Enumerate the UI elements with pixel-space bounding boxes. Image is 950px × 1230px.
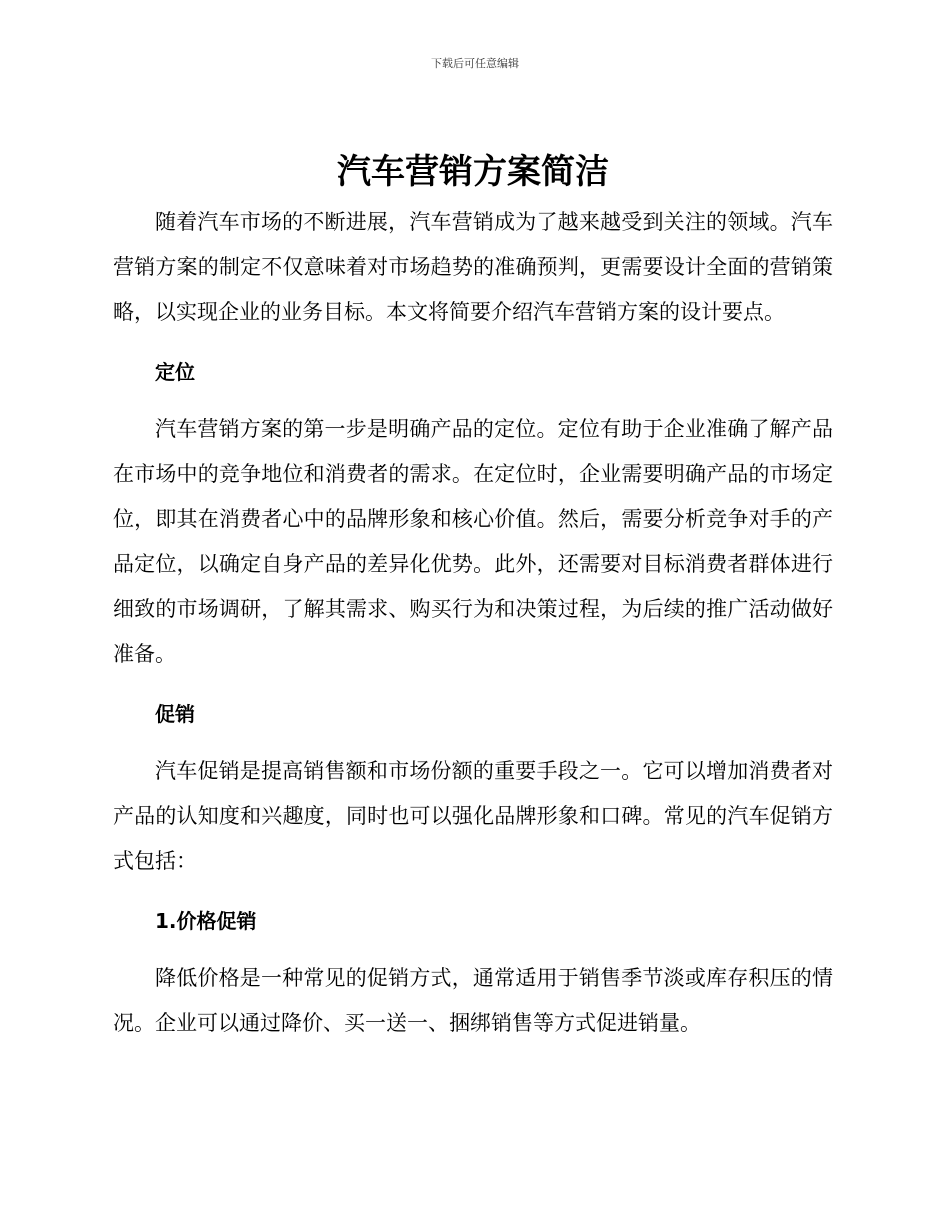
header-note: 下载后可任意编辑	[431, 57, 519, 70]
section-body-price-promotion: 降低价格是一种常见的促销方式，通常适用于销售季节淡或库存积压的情况。企业可以通过降价、买一送一、捆绑销售等方式促进销量。	[113, 966, 833, 1035]
intro-paragraph: 随着汽车市场的不断进展，汽车营销成为了越来越受到关注的领域。汽车营销方案的制定不仅意味着对市场趋势的准确预判，更需要设计全面的营销策略，以实现企业的业务目标。本文将简要介绍汽车营销方案的设计要点。	[113, 210, 833, 324]
section-body-positioning: 汽车营销方案的第一步是明确产品的定位。定位有助于企业准确了解产品在市场中的竞争地位和消费者的需求。在定位时，企业需要明确产品的市场定位，即其在消费者心中的品牌形象和核心价值。然后，需要分析竞争对手的产品定位，以确定自身产品的差异化优势。此外，还需要对目标消费者群体进行细致的市场调研，了解其需求、购买行为和决策过程，为后续的推广活动做好准备。	[113, 417, 833, 666]
section-heading-price-promotion: 1.价格促销	[155, 909, 257, 933]
section-body-promotion: 汽车促销是提高销售额和市场份额的重要手段之一。它可以增加消费者对产品的认知度和兴趣度，同时也可以强化品牌形象和口碑。常见的汽车促销方式包括：	[113, 759, 833, 873]
section-heading-promotion: 促销	[155, 702, 195, 726]
document-body	[113, 150, 833, 1046]
document-title: 汽车营销方案简洁	[337, 152, 609, 192]
section-heading-positioning: 定位	[155, 360, 195, 384]
